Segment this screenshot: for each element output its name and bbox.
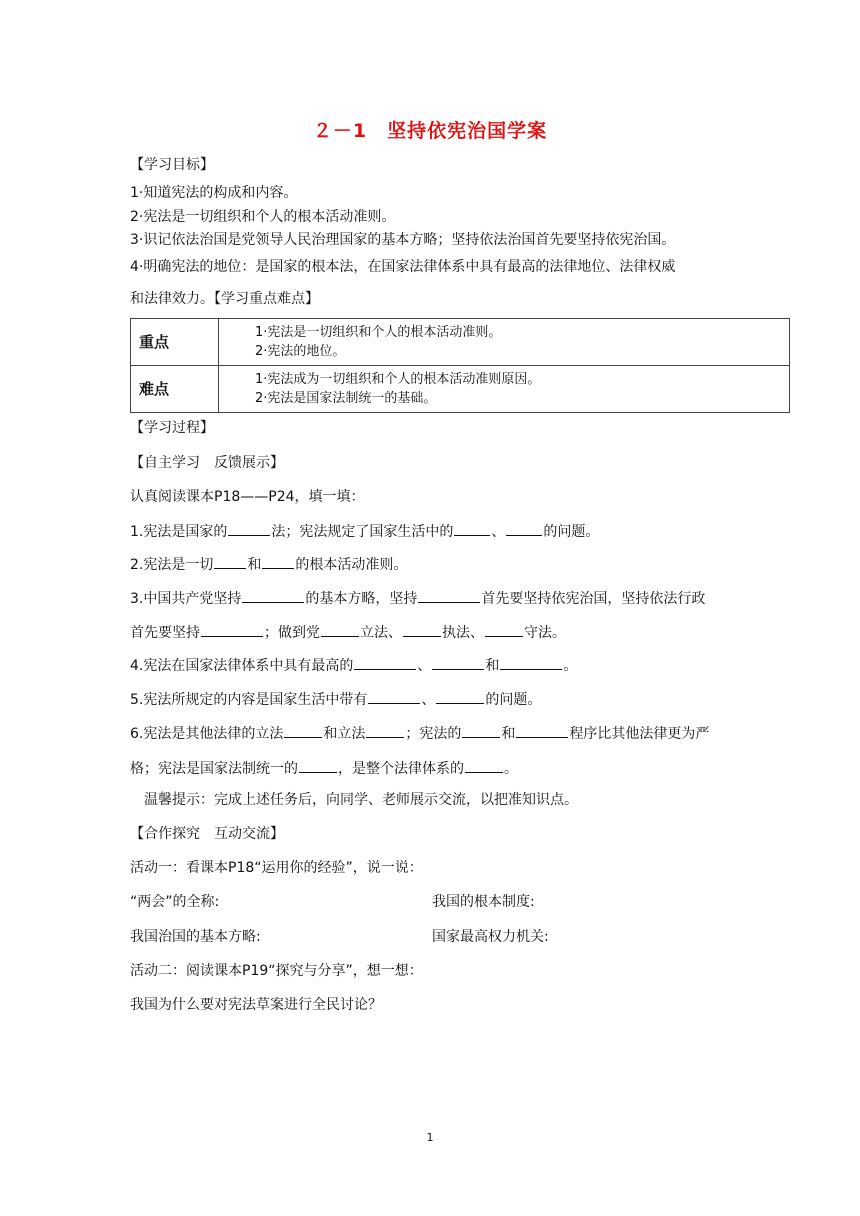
fill-blank[interactable] [462,723,500,738]
question-6-continued: 格；宪法是国家法制统一的 ，是整个法律体系的 。 [130,758,518,778]
keypoint-label: 重点 [131,319,219,366]
question-1: 1.宪法是国家的 法；宪法规定了国家生活中的 、 的问题。 [130,521,599,541]
activity-1: 活动一：看课本P18“运用你的经验”，说一说： [130,860,423,876]
goal-item: 1·知道宪法的构成和内容。 [130,185,298,201]
self-study-intro: 认真阅读课本P18——P24，填一填： [130,489,365,505]
goals-header: 【学习目标】 [130,157,214,173]
process-header: 【学习过程】 [130,420,214,436]
question-6: 6.宪法是其他法律的立法 和立法 ；宪法的 和 程序比其他法律更为严 [130,723,709,743]
fill-blank[interactable] [418,588,480,603]
question-3-continued: 首先要坚持 ；做到党 立法、 执法、 守法。 [130,622,566,642]
question-2: 2.宪法是一切 和 的根本活动准则。 [130,554,407,574]
fill-blank[interactable] [506,521,542,536]
fill-blank[interactable] [242,588,304,603]
fill-blank[interactable] [354,655,416,670]
fill-blank[interactable] [516,723,568,738]
fill-blank[interactable] [321,622,359,637]
table-row [131,366,790,413]
fill-blank[interactable] [436,689,484,704]
tip-text: 温馨提示：完成上述任务后，向同学、老师展示交流，以把准知识点。 [144,792,578,808]
fill-blank[interactable] [403,622,441,637]
keypoint-item: 1·宪法是一切组织和个人的根本活动准则。 [255,325,502,340]
question-3: 3.中国共产党坚持 的基本方略，坚持 首先要坚持依宪治国，坚持依法行政 [130,588,705,608]
difficulty-item: 2·宪法是国家法制统一的基础。 [255,391,437,406]
keypoints-table [130,318,790,413]
fill-blank[interactable] [485,622,523,637]
activity-2: 活动二：阅读课本P19“探究与分享”，想一想： [130,963,423,979]
fill-blank[interactable] [262,554,294,569]
difficulty-item: 1·宪法成为一切组织和个人的根本活动准则原因。 [255,372,541,387]
fill-blank[interactable] [214,554,246,569]
fill-blank[interactable] [366,723,404,738]
question-5: 5.宪法所规定的内容是国家生活中带有 、 的问题。 [130,689,541,709]
fill-blank[interactable] [454,521,490,536]
difficulty-content [219,366,790,413]
activity-2-question: 我国为什么要对宪法草案进行全民讨论？ [130,997,382,1013]
goal-item: 3·识记依法治国是党领导人民治理国家的基本方略；坚持依法治国首先要坚持依宪治国。 [130,232,676,248]
fill-blank[interactable] [284,723,322,738]
self-study-header: 【自主学习 反馈展示】 [130,455,284,471]
coop-header: 【合作探究 互动交流】 [130,826,284,842]
fill-blank[interactable] [201,622,263,637]
fill-blank[interactable] [368,689,420,704]
activity-1-right-1: 我国的根本制度: [432,894,535,910]
question-4: 4.宪法在国家法律体系中具有最高的 、 和 。 [130,655,577,675]
goal-item: 4·明确宪法的地位：是国家的根本法，在国家法律体系中具有最高的法律地位、法律权威 [130,259,676,275]
table-row [131,319,790,366]
fill-blank[interactable] [500,655,562,670]
fill-blank[interactable] [228,521,270,536]
activity-1-left-2: 我国治国的基本方略: [130,929,261,945]
fill-blank[interactable] [465,758,503,773]
keypoint-content [219,319,790,366]
page-title: ２－1 坚持依宪治国学案 [312,120,548,142]
activity-1-left-1: “两会”的全称: [130,894,220,910]
fill-blank[interactable] [432,655,484,670]
fill-blank[interactable] [299,758,337,773]
goal-item: 2·宪法是一切组织和个人的根本活动准则。 [130,209,396,225]
page-number: 1 [426,1131,434,1144]
goal-item-continued: 和法律效力。【学习重点难点】 [130,291,319,307]
activity-1-right-2: 国家最高权力机关: [432,929,549,945]
keypoint-item: 2·宪法的地位。 [255,344,346,359]
difficulty-label: 难点 [131,366,219,413]
